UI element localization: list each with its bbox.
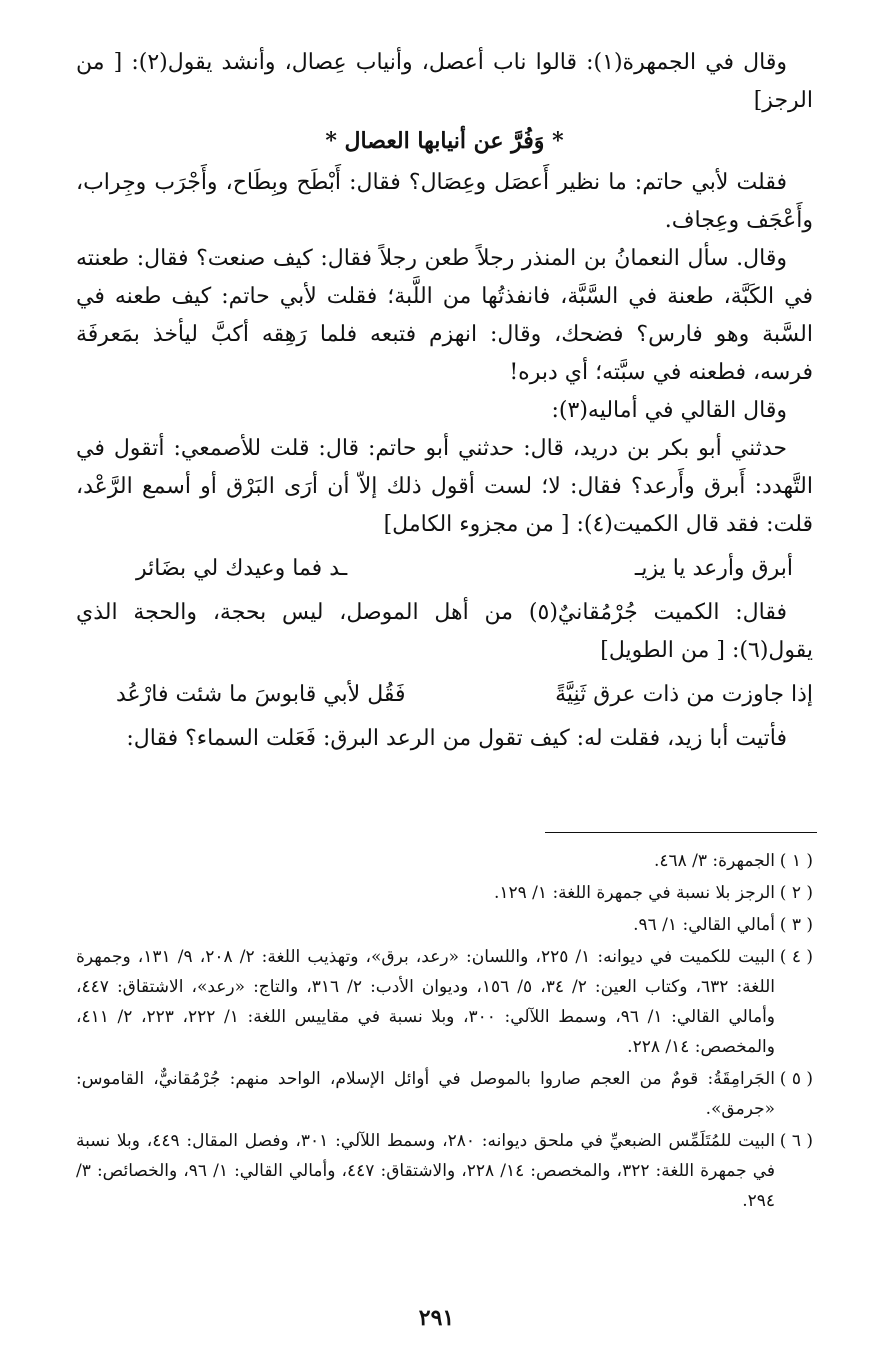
paragraph-2: فقلت لأبي حاتم: ما نظير أَعصَل وعِصَال؟ فقال: أَبْطَح وبِطَاح، وأَجْرَب وجِراب، وأَعْجَف وعِجاف. (76, 170, 813, 233)
paragraph-1: وقال في الجمهرة(١): قالوا ناب أعصل، وأنياب عِصال، وأنشد يقول(٢): [ من الرجز] (76, 50, 813, 113)
paragraph-4: وقال القالي في أماليه(٣): (551, 398, 787, 423)
footnote-text: الجمهرة: ٣/ ٤٦٨. (653, 851, 775, 871)
footnote-text: البيت للكميت في ديوانه: ١/ ٢٢٥، واللسان: «رعد، برق»، وتهذيب اللغة: ٢/ ٢٠٨، ٩/ ١٣١، وجمهرة اللغة: ٦٣٢، وكتاب العين: ٢/ ٣٤، ٥/ ١٥٦، وديوان الأدب: ٢/ ٣١٦، والتاج: «رعد»، الاشتقاق: ٤٤٧، وأمالي القالي: ١/ ٩٦، وسمط اللآلي: ٣٠٠، وبلا نسبة في مقاييس اللغة: ١/ ٢٢٢، ٢٢٣، ٢/ ٤١١، والمخصص: ١٤/ ٢٢٨. (76, 947, 776, 1057)
footnote (76, 846, 813, 876)
verse-kumayt-second-half: ـد فما وعيدك لي بضَائر (136, 556, 348, 581)
verse-rajaz: * وَفُرَّ عن أنيابها العصال * (325, 128, 564, 154)
footnote-text: أمالي القالي: ١/ ٩٦. (633, 915, 775, 935)
verse-kumayt-first-half: أبرق وأرعد يا يزيـ (634, 556, 793, 581)
footnote-text: الرجز بلا نسبة في جمهرة اللغة: ١/ ١٢٩. (493, 883, 775, 903)
footnote-text: الجَرامِقَةُ: قومٌ من العجم صاروا بالموصل في أوائل الإسلام، الواحد منهم: جُرْمُقانيٌّ، القاموس: «جرمق». (76, 1069, 775, 1119)
footnote-number: ( ٢ ) (779, 883, 813, 903)
footnote (76, 1064, 813, 1124)
verse-mutalammis-second-half: فَقُل لأبي قابوسَ ما شئت فارْعُد (116, 682, 406, 707)
verse-kumayt (76, 550, 813, 588)
footnote (76, 942, 813, 1062)
footnotes (76, 846, 813, 1218)
footnote (76, 878, 813, 908)
paragraph-7: فأتيت أبا زيد، فقلت له: كيف تقول من الرعد البرق: فَعَلت السماء؟ فقال: (126, 726, 787, 751)
footnote-number: ( ٥ ) (779, 1069, 813, 1089)
verse-mutalammis-first-half: إذا جاوزت من ذات عرق ثَنِيَّةً (555, 682, 813, 707)
verse-mutalammis (76, 676, 813, 714)
paragraph-3: وقال. سأل النعمانُ بن المنذر رجلاً طعن رجلاً فقال: كيف صنعت؟ فقال: طعنته في الكَبَّة، طعنة في السَّبَّة، فانفذتُها من اللَّبة؛ فقلت لأبي حاتم: كيف طعنه في السَّبة وهو فارس؟ فضحك، وقال: انهزم فتبعه فلما رَهِقه أكبَّ ليأخذ بمَعرفَة فرسه، فطعنه في سبَّته؛ أي دبره! (76, 246, 813, 385)
footnote (76, 910, 813, 940)
footnote-separator (545, 832, 817, 833)
main-text (76, 44, 813, 758)
paragraph-5: حدثني أبو بكر بن دريد، قال: حدثني أبو حاتم: قال: قلت للأصمعي: أتقول في التَّهدد: أَبرق وأَرعد؟ فقال: لا؛ لست أقول ذلك إلاّ أن أرَى البَرْق أو أسمع الرَّعْد، قلت: فقد قال الكميت(٤): [ من مجزوء الكامل] (76, 436, 813, 537)
footnote-number: ( ٤ ) (779, 947, 813, 967)
footnote-number: ( ٣ ) (779, 915, 813, 935)
footnote (76, 1126, 813, 1216)
page-number: ٢٩١ (418, 1305, 455, 1331)
footnote-number: ( ٦ ) (779, 1131, 813, 1151)
footnote-number: ( ١ ) (779, 851, 813, 871)
paragraph-6: فقال: الكميت جُرْمُقانيٌ(٥) من أهل الموصل، ليس بحجة، والحجة الذي يقول(٦): [ من الطويل] (76, 600, 813, 663)
footnote-text: البيت للمُتَلَمِّس الضبعيِّ في ملحق ديوانه: ٢٨٠، وسمط اللآلي: ٣٠١، وفصل المقال: ٤٤٩، وبلا نسبة في جمهرة اللغة: ٣٢٢، والمخصص: ١٤/ ٢٢٨، والاشتقاق: ٤٤٧، وأمالي القالي: ١/ ٩٦، والخصائص: ٣/ ٢٩٤. (76, 1131, 775, 1211)
